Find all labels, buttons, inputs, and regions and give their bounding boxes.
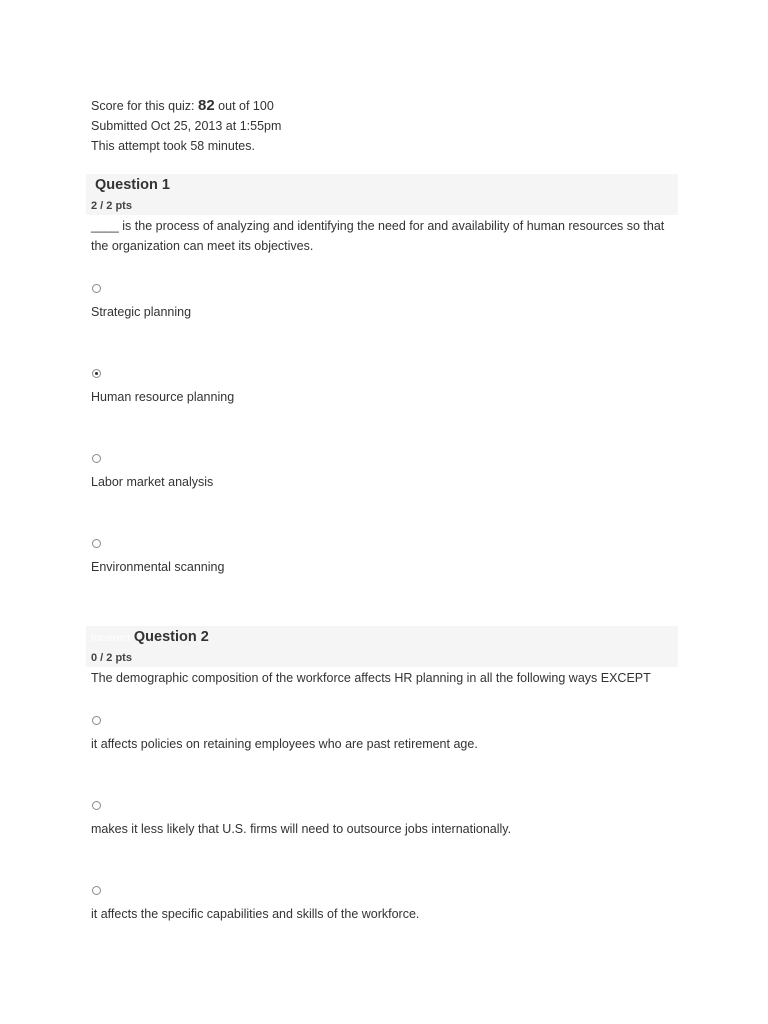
submitted-time: Submitted Oct 25, 2013 at 1:55pm — [91, 119, 282, 133]
question-points: 0 / 2 pts — [91, 652, 132, 664]
question-text: ____ is the process of analyzing and identifying the need for and availability of human resources so that the organization can meet its objectives. — [91, 219, 665, 253]
incorrect-flag: Incorrect — [91, 633, 130, 644]
radio-button[interactable] — [92, 801, 101, 810]
radio-button[interactable] — [92, 539, 101, 548]
question-text: The demographic composition of the workforce affects HR planning in all the following ways EXCEPT — [91, 671, 651, 685]
question-title: Question 1 — [95, 177, 170, 193]
question-title: Incorrect Question 2 — [91, 629, 209, 645]
question-points: 2 / 2 pts — [91, 200, 132, 212]
answer-label: it affects the specific capabilities and skills of the workforce. — [91, 907, 420, 921]
answer-label: Strategic planning — [91, 305, 192, 319]
answer-label: Environmental scanning — [91, 560, 225, 574]
score-suffix: out of 100 — [218, 99, 274, 113]
radio-button[interactable] — [92, 716, 101, 725]
question-header — [86, 174, 678, 215]
score-line — [91, 96, 281, 116]
radio-button[interactable] — [92, 454, 101, 463]
quiz-summary — [91, 96, 281, 156]
attempt-duration: This attempt took 58 minutes. — [91, 139, 255, 153]
question-header — [86, 626, 678, 667]
radio-button-selected[interactable] — [92, 369, 101, 378]
radio-button[interactable] — [92, 284, 101, 293]
score-value: 82 — [198, 97, 215, 114]
answer-label: Human resource planning — [91, 390, 235, 404]
answer-label: makes it less likely that U.S. firms will need to outsource jobs internationally. — [91, 822, 512, 836]
answer-label: Labor market analysis — [91, 475, 214, 489]
answer-label: it affects policies on retaining employees who are past retirement age. — [91, 737, 478, 751]
score-prefix: Score for this quiz: — [91, 99, 195, 113]
radio-button[interactable] — [92, 886, 101, 895]
